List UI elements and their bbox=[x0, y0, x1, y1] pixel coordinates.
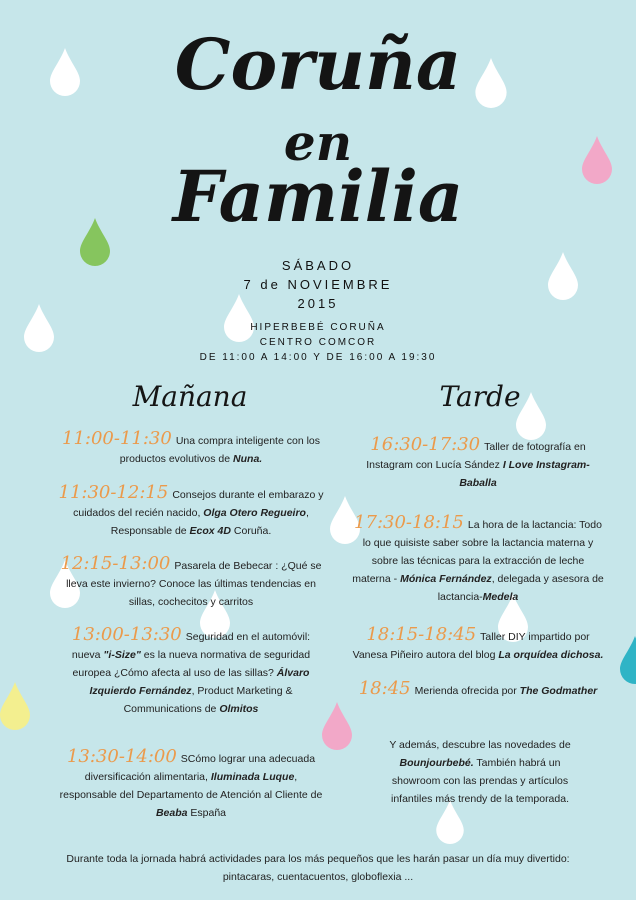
event-highlight: The Godmather bbox=[519, 685, 598, 697]
event-text: , Responsable de bbox=[110, 507, 309, 537]
event-text: es la nueva normativa de seguridad europea ¿Cómo afecta al uso de las sillas? bbox=[72, 649, 311, 679]
venue-center: CENTRO COMCOR bbox=[259, 337, 377, 348]
event-highlight: "i-Size" bbox=[103, 649, 141, 661]
event-time: 12:15-13:00 bbox=[60, 553, 171, 574]
footer-note: Durante toda la jornada habrá actividades para los más pequeños que les harán pasar un día muy divertido: pintacaras, cuentacuentos, globoflexia ... bbox=[66, 853, 570, 883]
event-highlight: Medela bbox=[482, 591, 519, 603]
event-text: También habrá un showroom con las prendas y artículos infantiles más trendy de la temporada. bbox=[390, 757, 569, 805]
title-line-3: Familia bbox=[172, 155, 464, 238]
event-text: Coruña. bbox=[230, 525, 272, 537]
event-time: 11:00-11:30 bbox=[62, 428, 172, 449]
title-line-2: en bbox=[283, 113, 353, 172]
morning-event bbox=[58, 484, 324, 540]
event-highlight: Olga Otero Regueiro bbox=[203, 507, 306, 519]
title-line-1: Coruña bbox=[174, 23, 462, 106]
yellow-drop-icon bbox=[0, 682, 30, 730]
venue-hours: DE 11:00 A 14:00 Y DE 16:00 A 19:30 bbox=[199, 352, 437, 363]
event-text: La hora de la lactancia: Todo lo que quisiste saber sobre la lactancia materna y sobre las técnicas para la extracción de leche materna - bbox=[352, 519, 602, 585]
morning-event bbox=[58, 555, 324, 611]
morning-event bbox=[58, 430, 324, 468]
morning-event bbox=[58, 748, 324, 822]
event-text: Seguridad en el automóvil: nueva bbox=[71, 631, 311, 661]
teal-drop-icon bbox=[620, 636, 636, 684]
event-text: Y además, descubre las novedades de bbox=[389, 739, 571, 751]
event-highlight: Álvaro Izquierdo Fernández bbox=[89, 667, 310, 697]
venue-name: HIPERBEBÉ CORUÑA bbox=[250, 322, 386, 333]
event-time: 18:15-18:45 bbox=[366, 624, 477, 645]
date-day: SÁBADO bbox=[281, 258, 355, 273]
date-year: 2015 bbox=[297, 296, 339, 311]
afternoon-event bbox=[352, 626, 604, 664]
event-text: , responsable del Departamento de Atención al Cliente de bbox=[59, 771, 323, 801]
event-time: 18:45 bbox=[358, 678, 411, 699]
event-highlight: Mónica Fernández bbox=[400, 573, 492, 585]
event-time: 11:30-12:15 bbox=[58, 482, 169, 503]
event-highlight: Ecox 4D bbox=[189, 525, 231, 537]
afternoon-event bbox=[352, 514, 604, 606]
event-highlight: La orquídea dichosa. bbox=[498, 649, 604, 661]
event-text: Una compra inteligente con los productos evolutivos de bbox=[119, 435, 320, 465]
event-time: 13:00-13:30 bbox=[71, 624, 182, 645]
event-text: Taller DIY impartido por Vanesa Piñeiro autora del blog bbox=[352, 631, 590, 661]
afternoon-event bbox=[352, 436, 604, 492]
afternoon-heading: Tarde bbox=[439, 380, 521, 413]
event-highlight: Nuna. bbox=[233, 453, 263, 465]
event-highlight: Beaba bbox=[155, 807, 188, 819]
event-text: España bbox=[187, 807, 227, 819]
event-highlight: Olmitos bbox=[219, 703, 259, 715]
pink-drop-icon bbox=[322, 702, 352, 750]
morning-event bbox=[58, 626, 324, 718]
event-highlight: Iluminada Luque bbox=[210, 771, 295, 783]
event-time: 13:30-14:00 bbox=[66, 746, 177, 767]
event-highlight: Bounjourbebé. bbox=[399, 757, 474, 769]
morning-heading: Mañana bbox=[132, 380, 248, 413]
event-highlight: I Love Instagram-Baballa bbox=[459, 459, 590, 489]
event-text: Taller de fotografía en Instagram con Lucía Sández bbox=[366, 441, 586, 471]
afternoon-event bbox=[352, 680, 604, 700]
event-text: , delegada y asesora de lactancia- bbox=[437, 573, 604, 603]
event-text: Pasarela de Bebecar : ¿Qué se lleva este invierno? Conoce las últimas tendencias en sillas, cochecitos y carritos bbox=[66, 560, 322, 608]
event-time: 17:30-18:15 bbox=[354, 512, 464, 533]
event-time: 16:30-17:30 bbox=[370, 434, 481, 455]
afternoon-extra bbox=[382, 736, 578, 808]
event-text: Consejos durante el embarazo y cuidados del recién nacido, bbox=[73, 489, 324, 519]
event-text: Merienda ofrecida por bbox=[414, 685, 520, 697]
event-text: SCómo lograr una adecuada diversificación alimentaria, bbox=[84, 753, 316, 783]
event-text: , Product Marketing & Communications de bbox=[123, 685, 293, 715]
date-date: 7 de NOVIEMBRE bbox=[243, 277, 393, 292]
